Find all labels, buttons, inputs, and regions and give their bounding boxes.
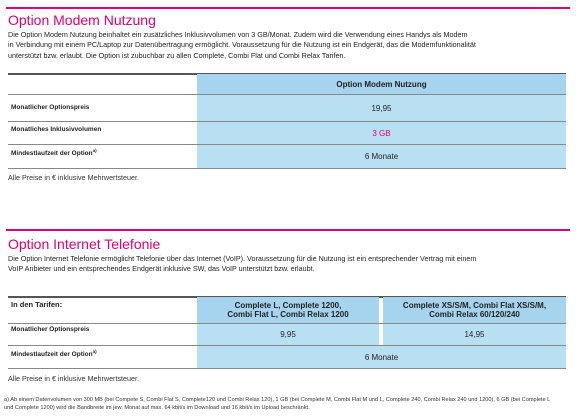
column-header: Option Modem Nutzung [197, 74, 566, 94]
tariff-label: In den Tarifen: [11, 300, 63, 309]
top-divider [6, 7, 570, 9]
column-header: Complete L, Complete 1200, Combi Flat L, Combi Relax 1200 [197, 297, 379, 323]
table-row [8, 324, 566, 345]
section-title: Option Internet Telefonie [8, 236, 161, 252]
row-label: Mindestlaufzeit der Option$^{a)}$ [11, 349, 97, 359]
row-value: 6 Monate [197, 346, 566, 368]
row-label: Mindestlaufzeit der Option$^{a)}$ [11, 148, 97, 158]
intro-line: unterstützt bzw. erlaubt. Die Option ist zubuchbar zu allen Complete, Combi Flat und Combi Relax Tarifen. [8, 50, 346, 60]
section-modem [8, 12, 568, 61]
vat-note: Alle Preise in € inklusive Mehrwertsteuer. [8, 173, 140, 182]
row-value: 3 GB [197, 122, 566, 144]
intro-line: VoIP Anbieter und ein entsprechendes Endgerät inklusive SW, das VoIP unterstützt bzw. erlaubt. [8, 264, 315, 274]
section-title: Option Modem Nutzung [8, 12, 156, 28]
table-row [8, 145, 566, 168]
section-intro [8, 30, 568, 61]
table-header-row [8, 74, 566, 94]
vat-note: Alle Preise in € inklusive Mehrwertsteuer. [8, 374, 140, 383]
row-label: Monatlicher Optionspreis [11, 326, 90, 333]
row-label: Monatliches Inklusivvolumen [11, 126, 102, 133]
intro-line: Die Option Modem Nutzung beinhaltet ein zusätzliches Inklusivvolumen von 3 GB/Monat. Zudem wird die Verwendung eines Handys als Modem [8, 30, 468, 39]
table-row [8, 95, 566, 121]
table-row [8, 346, 566, 368]
section-intro [8, 254, 568, 275]
section-voip [8, 236, 568, 275]
row-value: 9,95 [197, 324, 379, 345]
section-divider [6, 229, 570, 231]
row-value: 6 Monate [197, 145, 566, 168]
intro-line: in Verbindung mit einem PC/Laptop zur Datenübertragung ermöglicht. Voraussetzung für die Nutzung ist ein Endgerät, das die Modemfunktionalität [8, 40, 476, 50]
column-header: Complete XS/S/M, Combi Flat XS/S/M, Combi Relax 60/120/240 [383, 297, 566, 323]
table-row [8, 122, 566, 144]
row-value: 14,95 [383, 324, 566, 345]
intro-line: Die Option Internet Telefonie ermöglicht Telefonie über das Internet (VoIP). Voraussetzung für die Nutzung ist ein entsprechender Vertrag mit einem [8, 254, 477, 263]
table-header-row [8, 297, 566, 323]
footnote: a) Ab einem Datenvolumen von 300 MB (bei Compete S, Combi Flat S, Complete120 und Combi Relax 120), 1 GB (bei Complete M, Combi Flat M und L, Complete 240, Combi Relax 240 und 1200), 6 GB (bei Complete L und Complete 1200) wird die Bandbreite im jew. Monat auf max. 64 kbit/s im Download und 16 kbit/s im Upload beschränkt. [4, 397, 551, 411]
row-value: 19,95 [197, 95, 566, 121]
row-label: Monatlicher Optionspreis [11, 104, 90, 111]
